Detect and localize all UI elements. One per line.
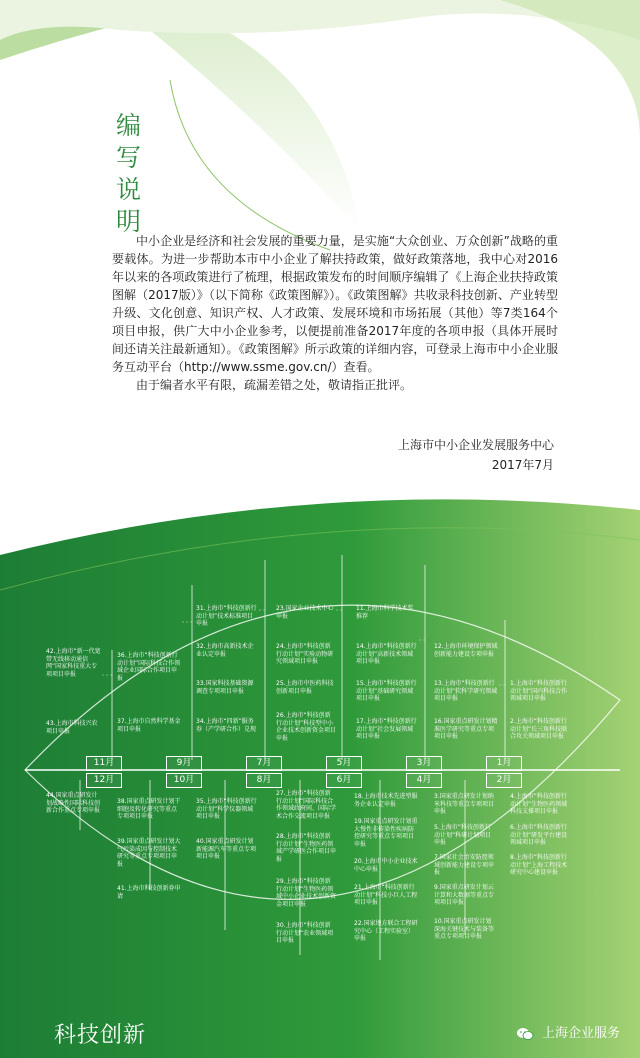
section-title: 科技创新 (54, 1023, 147, 1048)
timeline-item: 40.国家重点研发计划新能源汽车等重点专项项目申报 (196, 838, 257, 860)
month-label: 11月 (86, 756, 122, 771)
month-label: 9月 (166, 756, 202, 771)
timeline-item: 19.国家重点研发计划重大慢性非传染性疾病防控研究等重点专项项目申报 (354, 818, 418, 848)
timeline-item: 41.上海市科技创新券申请 (117, 885, 181, 900)
wechat-icon (516, 1027, 534, 1041)
timeline-item: 29.上海市“科技创新行动计划”生物医药领域中小企业技术创新资金项目申报 (276, 878, 337, 908)
month-label: 7月 (246, 756, 282, 771)
month-label: 6月 (326, 773, 362, 788)
signature (398, 435, 554, 475)
month-label: 8月 (246, 773, 282, 788)
timeline-item: 6.上海市“科技创新行动计划”研发平台建设领域项目申报 (510, 824, 568, 846)
month-label: 2月 (486, 773, 522, 788)
timeline-item: 22.国家地方联合工程研究中心（工程实验室）申报 (354, 920, 418, 942)
timeline-item: 34.上海市“四新”服务券（产学研合作）兑现 (196, 718, 257, 733)
timeline-item: 32.上海市高新技术企业认定申报 (196, 643, 254, 658)
timeline-item: 24.上海市“科技创新行动计划”实验动物研究领域项目申报 (276, 643, 334, 665)
timeline-item: 26.上海市“科技创新行动计划”科技型中小企业技术创新资金项目申报 (276, 712, 337, 742)
timeline-item: 17.上海市“科技创新行动计划”社会发展领域项目申报 (356, 718, 417, 740)
timeline-item: 13.上海市“科技创新行动计划”软科学研究领域项目申报 (434, 680, 498, 702)
footer-brand-label: 上海企业服务 (541, 1026, 620, 1041)
timeline-item: 37.上海市自然科学基金项目申报 (117, 718, 181, 733)
timeline-item: 16.国家重点研发计划精准医学研究等重点专项项目申报 (434, 718, 498, 740)
timeline-item: 23.国家企业技术中心申报 (276, 605, 334, 620)
timeline-item: 10.国家重点研发计划深海关键技术与装备等重点专项项目申报 (434, 918, 495, 940)
timeline-item: 21.上海市“科技创新行动计划”科技小巨人工程项目申报 (354, 884, 418, 906)
timeline-item: 7.国家社会治安防控领域创新能力建设专项申报 (434, 854, 495, 876)
footer-brand (516, 1022, 620, 1041)
timeline-item: 3.国家重点研发计划纳米科技等重点专项项目申报 (434, 793, 495, 815)
timeline-item: 4.上海市“科技创新行动计划”生物医药领域科技支撑项目申报 (510, 793, 568, 815)
month-label: 10月 (166, 773, 202, 788)
timeline-item: 27.上海市“科技创新行动计划”国际科技合作领域政府间、国际学术合作交流项目申报 (276, 790, 337, 820)
timeline-item: 5.上海市“科技创新行动计划”科研计划项目申报 (434, 824, 492, 846)
intro-paragraph-2: 由于编者水平有限，疏漏差错之处，敬请指正批评。 (136, 378, 413, 392)
title-line-2: 说 明 (116, 175, 150, 236)
timeline-item: 39.国家重点研发计划大气污染成因与控制技术研究等重点专项项目申报 (117, 838, 181, 868)
timeline-item: 20.上海市中小企业技术中心申报 (354, 858, 418, 873)
timeline-item: 38.国家重点研发计划干细胞及转化研究等重点专项项目申报 (117, 798, 181, 820)
timeline-item: 44.国家重点研发计划战略性国际科技创新合作重点专项申报 (46, 792, 101, 814)
timeline-item: 18.上海市技术先进型服务企业认定申报 (354, 793, 418, 808)
timeline-item: 31.上海市“科技创新行动计划”技术标准项目申报 (196, 605, 257, 627)
timeline-item: 42.上海市“新一代宽带无线移动通信网”国家科技重大专项项目申报 (46, 648, 101, 678)
timeline-item: 12.上海市环境保护领域创新能力建设专项申报 (434, 643, 498, 658)
month-label: 12月 (86, 773, 122, 788)
signature-org: 上海市中小企业发展服务中心 (397, 438, 554, 452)
month-label: 4月 (406, 773, 442, 788)
timeline-item: 25.上海市中医药科技创新项目申报 (276, 680, 334, 695)
timeline-item: 2.上海市“科技创新行动计划”长三角科技联合攻关领域项目申报 (510, 718, 568, 740)
timeline-item: 35.上海市“科技创新行动计划”科学仪器领域项目申报 (196, 798, 257, 820)
title-line-1: 编 写 (116, 111, 150, 172)
timeline-item: 43.上海市科技兴农项目申报 (46, 720, 98, 735)
timeline-item: 28.上海市“科技创新行动计划”生物医药领域产学研医合作项目申报 (276, 833, 337, 863)
timeline-item: 9.国家重点研发计划云计算和大数据等重点专项项目申报 (434, 884, 495, 906)
page-title (116, 110, 196, 238)
timeline-item: 33.国家科技基础资源调查专项项目申报 (196, 680, 254, 695)
timeline-item: 30.上海市“科技创新行动计划”农业领域项目申报 (276, 922, 334, 944)
timeline-item: 1.上海市“科技创新行动计划”国内科技合作领域项目申报 (510, 680, 568, 702)
signature-date: 2017年7月 (491, 458, 554, 472)
timeline-item: 11.上海市科学技术奖推荐 (356, 605, 414, 620)
intro-text (112, 232, 558, 394)
intro-paragraph-1: 中小企业是经济和社会发展的重要力量，是实施“大众创业、万众创新”战略的重要载体。为进一步帮助本市中小企业了解扶持政策，做好政策落地，我中心对2016年以来的各项政策进行了梳理，根据政策发布的时间顺序编辑了《上海企业扶持政策图解（2017版）》（以下简称《政策图解》）。《政策图解》共收录科技创新、产业转型升级、文化创意、知识产权、人才政策、发展环境和市场拓展（其他）等7类164个项目申报，供广大中小企业参考，以便提前准备2017年度的各项申报（具体开展时间还请关注最新通知）。《政策图解》所示政策的详细内容，可登录上海市中小企业服务互动平台（http://www.ssme.gov.cn/）查看。 (112, 234, 558, 374)
timeline-item: 36.上海市“科技创新行动计划”国际科技合作领域企业国际合作项目申报 (117, 652, 181, 682)
timeline-item: 15.上海市“科技创新行动计划”基础研究领域项目申报 (356, 680, 417, 702)
month-label: 5月 (326, 756, 362, 771)
timeline-item: 8.上海市“科技创新行动计划”上海工程技术研究中心建设申报 (510, 854, 568, 876)
timeline-item: 14.上海市“科技创新行动计划”高新技术领域项目申报 (356, 643, 417, 665)
month-label: 1月 (486, 756, 522, 771)
month-label: 3月 (406, 756, 442, 771)
